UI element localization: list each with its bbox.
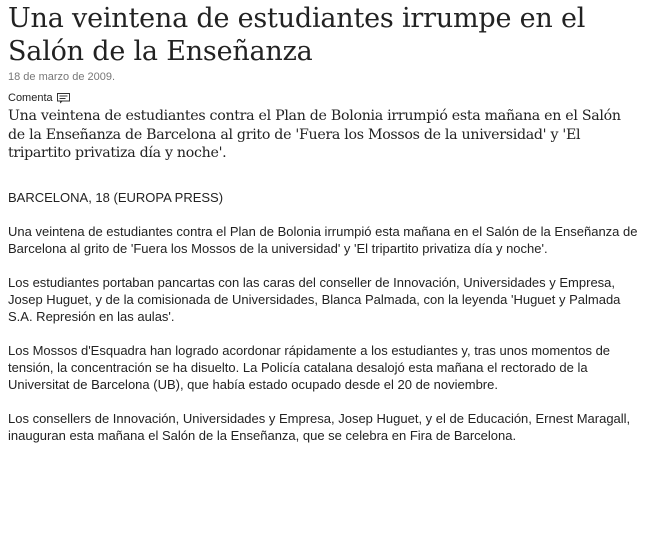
article-paragraph: Los estudiantes portaban pancartas con las caras del conseller de Innovación, Universidades y Empresa, Josep Huguet, y de la comisionada de Universidades, Blanca Palmada, con la leyenda 'Huguet y Palmada S.A. Represión en las aulas'. <box>8 274 621 324</box>
news-article <box>8 2 638 461</box>
comment-link[interactable]: Comenta <box>8 92 53 104</box>
article-paragraph: Los consellers de Innovación, Universidades y Empresa, Josep Huguet, y el de Educación, Ernest Maragall, inauguran esta mañana el Salón de la Enseñanza, que se celebra en Fira de Barcelona. <box>8 410 631 443</box>
article-paragraph: Los Mossos d'Esquadra han logrado acordonar rápidamente a los estudiantes y, tras unos momentos de tensión, la concentración se ha disuelto. La Policía catalana desalojó esta mañana el rectorado de la Universitat de Barcelona (UB), que había estado ocupado desde el 20 de noviembre. <box>8 342 611 392</box>
article-body <box>8 189 638 444</box>
comment-row <box>8 91 638 105</box>
article-paragraph: Una veintena de estudiantes contra el Plan de Bolonia irrumpió esta mañana en el Salón de la Enseñanza de Barcelona al grito de 'Fuera los Mossos de la universidad' y 'El tripartito privatiza día y noche'. <box>8 223 638 256</box>
article-headline: Una veintena de estudiantes irrumpe en el Salón de la Enseñanza <box>8 3 586 67</box>
comment-bubble-icon[interactable] <box>57 93 70 104</box>
article-dateline: BARCELONA, 18 (EUROPA PRESS) <box>8 189 224 205</box>
article-lead: Una veintena de estudiantes contra el Plan de Bolonia irrumpió esta mañana en el Salón de la Enseñanza de Barcelona al grito de 'Fuera los Mossos de la universidad' y 'El tripartito privatiza día y noche'. <box>8 108 621 161</box>
article-date: 18 de marzo de 2009. <box>8 71 116 83</box>
